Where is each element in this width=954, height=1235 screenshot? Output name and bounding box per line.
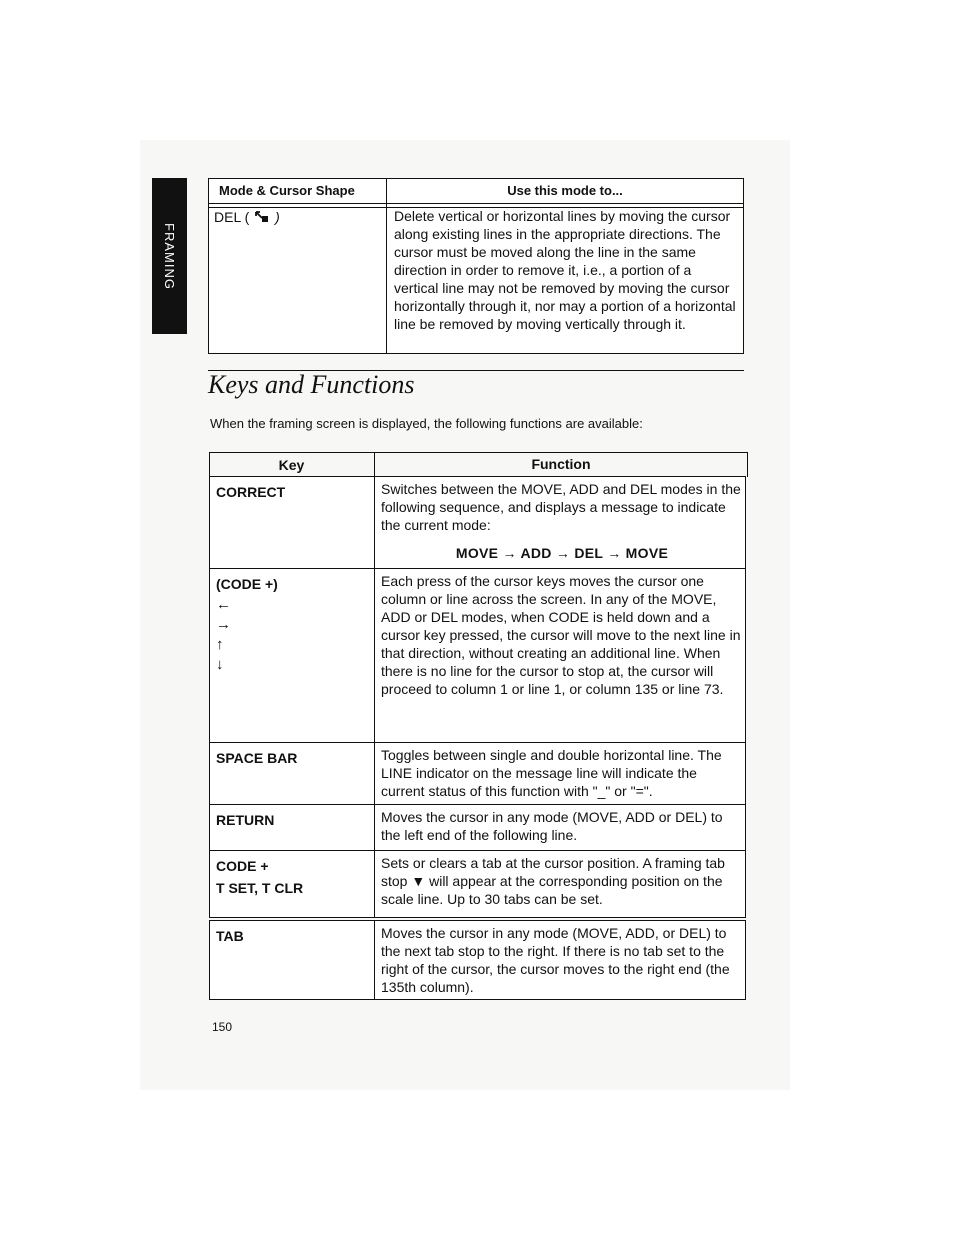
table-row-tab-set (209, 850, 746, 918)
header-rule (209, 203, 743, 204)
function-space-bar: Toggles between single and double horizontal line. The LINE indicator on the message line will indicate the current status of this function with "_" or "=". (381, 747, 722, 799)
key-code-label: (CODE +) (216, 576, 278, 592)
column-divider (374, 851, 375, 917)
column-divider (374, 805, 375, 851)
up-arrow-icon: ↑ (216, 636, 224, 653)
key-correct: CORRECT (216, 484, 286, 500)
function-correct (381, 480, 743, 562)
column-divider (374, 743, 375, 805)
mode-del-label (214, 209, 280, 225)
mode-sequence: MOVE → ADD → DEL → MOVE (455, 545, 669, 561)
column-divider (374, 477, 375, 569)
left-arrow-icon: ← (216, 596, 231, 613)
key-code-plus: CODE + (216, 858, 269, 874)
section-side-tab (152, 178, 187, 334)
function-text: Switches between the MOVE, ADD and DEL modes in the following sequence, and displays a message to indicate the current mode: (381, 481, 741, 533)
function-tab-set: Sets or clears a tab at the cursor position. A framing tab stop ▼ will appear at the corresponding position on the scale line. Up to 30 tabs can be set. (381, 855, 725, 907)
table-row-space-bar (209, 742, 746, 806)
page-number: 150 (212, 1020, 233, 1034)
mode-close: ) (275, 209, 280, 225)
mode-del-description: Delete vertical or horizontal lines by moving the cursor along existing lines in the appropriate directions. The cursor must be moved along the line in the same direction in order to remove it, i.e., a portion of a vertical line may not be removed by moving the cursor horizontally through it, nor may a portion of a horizontal line be removed by moving vertically through it. (394, 208, 736, 332)
mode-table-header-use: Use this mode to... (507, 183, 623, 198)
mode-table (208, 178, 744, 354)
down-arrow-icon: ↓ (216, 656, 224, 673)
side-tab-label: FRAMING (162, 222, 177, 290)
function-return: Moves the cursor in any mode (MOVE, ADD or DEL) to the left end of the following line. (381, 809, 723, 843)
key-space-bar: SPACE BAR (216, 750, 298, 766)
mode-table-header-mode: Mode & Cursor Shape (219, 183, 355, 198)
key-code-cursor (216, 573, 278, 675)
function-cursor-keys: Each press of the cursor keys moves the cursor one column or line across the screen. In any of the MOVE, ADD or DEL modes, when CODE is held down and a cursor key pressed, the cursor will move to the next line in that direction, without creating an additional line. When there is no line for the cursor to stop at, the cursor will proceed to column 1 or line 1, or column 135 or line 73. (381, 573, 741, 697)
table-row-return (209, 804, 746, 852)
column-divider (374, 569, 375, 743)
header-function: Function (531, 456, 591, 472)
column-divider (374, 921, 375, 999)
section-title: Keys and Functions (208, 370, 415, 399)
keys-table-header (209, 452, 748, 477)
key-code-tset (216, 855, 303, 899)
table-row-correct (209, 476, 746, 570)
key-return: RETURN (216, 812, 275, 828)
key-tset-tclr: T SET, T CLR (216, 880, 304, 896)
right-arrow-icon: → (216, 616, 231, 633)
table-row-tab (209, 920, 746, 1000)
column-divider (386, 179, 387, 353)
table-row-cursor-keys (209, 568, 746, 744)
mode-name: DEL ( (214, 209, 250, 225)
intro-text: When the framing screen is displayed, the following functions are available: (210, 416, 643, 431)
header-key: Key (278, 457, 305, 473)
function-tab: Moves the cursor in any mode (MOVE, ADD, or DEL) to the next tab stop to the right. If there is no tab set to the right of the cursor, the cursor moves to the right end (the 135th column). (381, 925, 730, 995)
del-cursor-icon (255, 211, 269, 223)
key-tab: TAB (216, 928, 244, 944)
cursor-arrows (216, 595, 278, 675)
